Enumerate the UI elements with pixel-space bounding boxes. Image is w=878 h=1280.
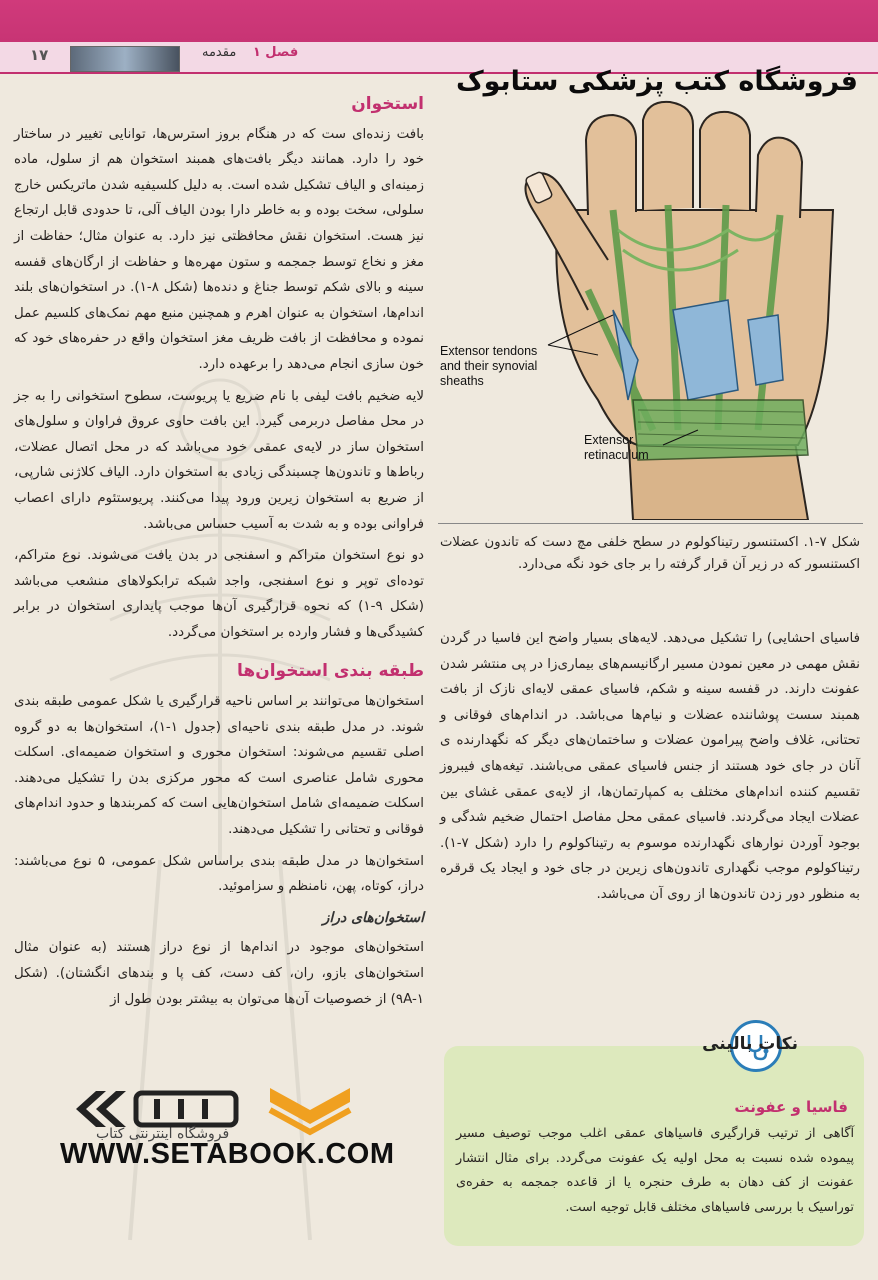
chapter-number: فصل ۱ [252, 45, 299, 60]
label-extensor-retinaculum: Extensor retinaculum [584, 433, 649, 462]
watermark-store-label: فروشگاه اینترنتی کتاب [96, 1126, 230, 1142]
section-title-classification: طبقه بندی استخوان‌ها [237, 661, 424, 682]
caption-divider [438, 523, 863, 524]
figure-caption: شکل ۷-۱. اکستنسور رتیناکولوم در سطح خلفی مچ دست که تاندون عضلات اکستنسور که در زیر آن قرار گرفته را بر جای خود نگه می‌دارد. [440, 535, 860, 572]
clinical-notes-subtitle: فاسیا و عفونت [734, 1098, 848, 1116]
right-text-column [14, 92, 424, 1018]
chapter-label [202, 45, 298, 60]
subsection-title-long-bones: استخوان‌های دراز [322, 909, 424, 926]
left-text-column [440, 626, 860, 914]
header-thumbnail-image [70, 46, 180, 72]
setabook-brand-mark-icon [250, 1080, 370, 1140]
section-label: مقدمه [202, 45, 237, 60]
store-banner-title: فروشگاه کتب پزشکی ستابوک [455, 66, 858, 97]
paragraph-bone-2: لایه ضخیم بافت لیفی با نام ضریع یا پریوست، سطوح استخوانی را به جز در محل مفاصل دربرمی گیرد. این بافت حاوی عروق فراوان و سلول‌های استخوان ساز در لایه‌ی عمقی خود می‌باشد که در محل اتصال عضلات، رباط‌ها و تاندون‌ها چسبندگی زیادی به استخوان دارد. الیاف کلاژنی شارپی، از ضریع به استخوان زیرین ورود پیدا می‌کنند. پریوستئوم دارای اعصاب فراوانی بوده و به شدت به آسیب حساس می‌باشد. [14, 388, 424, 532]
paragraph-fascia: فاسیای احشایی) را تشکیل می‌دهد. لایه‌های بسیار واضح این فاسیا در گردن نقش مهمی در معین نمودن مسیر ارگانیسم‌های بیماری‌زا در پی منتشر شدن عفونت دارند. در قفسه سینه و شکم، فاسیای عمقی لایه‌ای نازک از بافت همبند سست پوشاننده عضلات و نیام‌ها می‌باشد. در اندام‌های فوقانی و تحتانی، غلاف واضح پیرامون عضلات و ساختمان‌های دیگر که نگهدارنده ی آنان در جای خود هستند از جنس فاسیای عمقی می‌باشند. تیغه‌های فیبروز تقسیم کننده اندام‌های مختلف به کمپارتمان‌ها، از لایه‌ی عمقی غشای بین عضلات ایجاد می‌گردند. فاسیای عمقی محل مفاصل احتمال ضخیم شدگی و بوجود آوردن نوارهای نگهدارنده موسوم به رتیناکولوم را دارد (شکل ۷-۱). رتیناکولوم موجب نگهداری تاندون‌های زیرین در جای خود و ایجاد یک قرقره به منظور دور زدن تاندون‌ها از روی آن می‌باشد. [440, 631, 860, 902]
label-extensor-tendons: Extensor tendons and their synovial sheaths [440, 344, 538, 388]
section-title-bone: استخوان [351, 94, 424, 114]
clinical-notes-heading: نکات بالینی [702, 1034, 798, 1054]
paragraph-long-bones: استخوان‌های موجود در اندام‌ها از نوع دراز هستند (به عنوان مثال استخوان‌های بازو، ران، کف دست، کف پا و بندهای انگشتان). (شکل ۹A-۱) از خصوصیات آن‌ها می‌توان به بیشتر بودن طول از [14, 940, 424, 1007]
paragraph-bone-3: دو نوع استخوان متراکم و اسفنجی در بدن یافت می‌شوند. نوع متراکم، توده‌ای توپر و نوع اسفنجی، واجد شبکه ترابکولاهای منشعب می‌باشد (شکل ۹-۱) که نحوه قرارگیری آن‌ها موجب پایداری استخوان در برابر کشیدگی‌ها و فشار وارده بر استخوان می‌گردد. [14, 548, 424, 640]
paragraph-bone-1: بافت زنده‌ای ست که در هنگام بروز استرس‌ها، توانایی تغییر در ساختار خود را دارد. همانند دیگر بافت‌های همبند استخوان هم از سلول، ماده زمینه‌ای و الیاف تشکیل شده است. به دلیل کلسیفیه شدن ماتریکس خارج سلولی، سخت بوده و به خاطر دارا بودن الیاف آلی، تا حدودی قابل ارتجاع نیز هست. استخوان نقش محافظتی نیز دارد. به عنوان مثال؛ حفاظت از مغز و نخاع توسط جمجمه و ستون مهره‌ها و حفاظت از ارگان‌های قفسه سینه و بالای شکم توسط جناغ و دنده‌ها (شکل ۸-۱). در استخوان‌های بلند اندام‌ها، استخوان به عنوان اهرم و همچنین منبع مهم نمک‌های کلسیم عمل نموده و محافظت از بافت ظریف مغز استخوان واقع در حفره‌های خود که خون سازی انجام می‌دهد را برعهده دارد. [14, 126, 424, 372]
page-number: ١٧ [30, 46, 49, 64]
paragraph-classification-2: استخوان‌ها در مدل طبقه بندی براساس شکل عمومی، ۵ نوع می‌باشند: دراز، کوتاه، پهن، نامنظم و سزاموئید. [14, 853, 424, 895]
clinical-notes-text: آگاهی از ترتیب قرارگیری فاسیاهای عمقی اغلب موجب توصیف مسیر پیموده شده نسبت به محل اولیه یک عفونت می‌گردد. برای مثال انتشار عفونت از کف دهان به طرف حنجره یا از قاعده جمجمه به حفره‌ی توراسیک با بررسی فاسیاهای مختلف قابل توجیه است. [456, 1126, 854, 1215]
watermark-url: WWW.SETABOOK.COM [60, 1138, 395, 1170]
paragraph-classification-1: استخوان‌ها می‌توانند بر اساس ناحیه قرارگیری یا شکل عمومی طبقه بندی شوند. در مدل طبقه بندی ناحیه‌ای (جدول ۱-۱)، استخوان‌ها به دو گروه اصلی تقسیم می‌شوند: استخوان محوری و استخوان ضمیمه‌ای. اسکلت محوری شامل عناصری است که محور مرکزی بدن را تشکیل می‌دهند. اسکلت ضمیمه‌ای شامل استخوان‌هایی است که کمربندها و حدود اندام‌های فوقانی و تحتانی را تشکیل می‌دهند. [14, 694, 424, 838]
